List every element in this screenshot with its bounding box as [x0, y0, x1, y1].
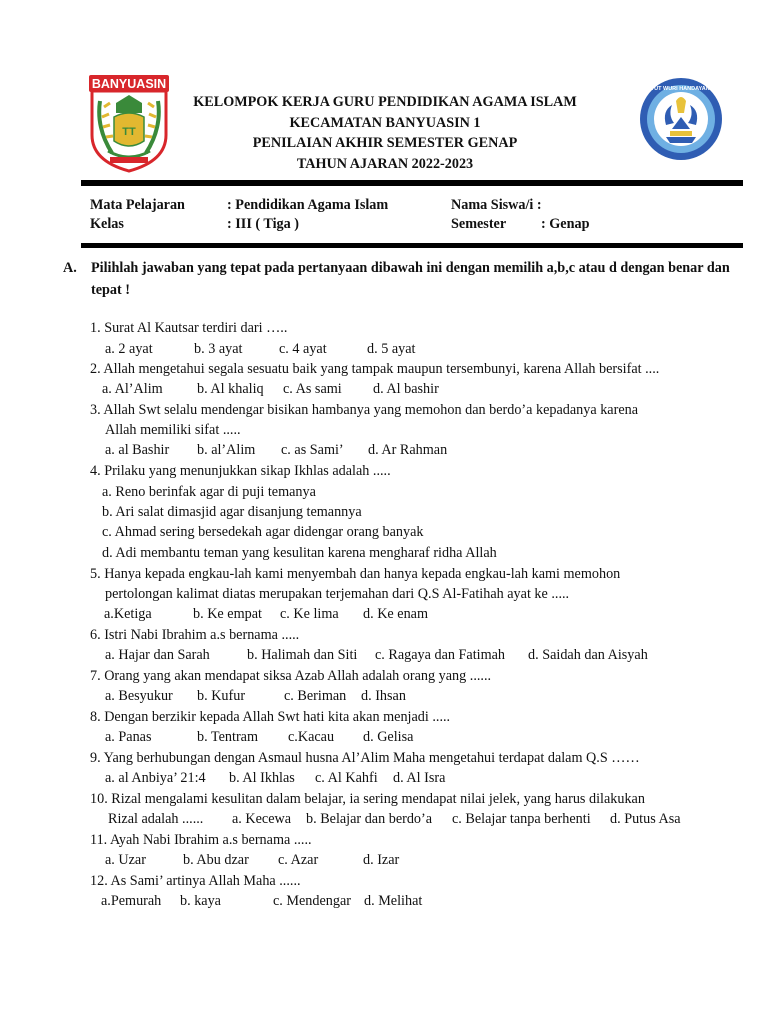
- option-a: a. Hajar dan Sarah: [105, 647, 210, 663]
- option-b: b. 3 ayat: [194, 341, 243, 357]
- header-divider-bottom: [81, 243, 743, 248]
- option-a: a.Ketiga: [104, 606, 152, 622]
- tut-wuri-handayani-logo: [638, 73, 724, 165]
- section-label: A.: [63, 260, 77, 276]
- option-c: c. As sami: [283, 381, 342, 397]
- option-d: d. Putus Asa: [610, 811, 681, 827]
- option-d: d. Al bashir: [373, 381, 439, 397]
- option-d: d. Gelisa: [363, 729, 414, 745]
- question-10: 10. Rizal mengalami kesulitan dalam belajar, ia sering mendapat nilai jelek, yang harus dilakukan: [90, 791, 645, 807]
- option-a: a. al Anbiya’ 21:4: [105, 770, 206, 786]
- option-a: a. Reno berinfak agar di puji temanya: [102, 484, 316, 500]
- semester-label: Semester: [451, 216, 507, 232]
- option-a: a. Al’Alim: [102, 381, 163, 397]
- option-b: b. Ke empat: [193, 606, 262, 622]
- letterhead-line-4: TAHUN AJARAN 2022-2023: [296, 155, 474, 172]
- option-a: a. Panas: [105, 729, 152, 745]
- option-a: a.Pemurah: [101, 893, 162, 909]
- option-d: d. Izar: [363, 852, 400, 868]
- option-d: d. Saidah dan Aisyah: [528, 647, 648, 663]
- option-b: b. Kufur: [197, 688, 246, 704]
- option-b: b. Halimah dan Siti: [247, 647, 358, 663]
- option-c: c. Azar: [278, 852, 319, 868]
- question-1: 1. Surat Al Kautsar terdiri dari …..: [90, 320, 288, 336]
- option-a: a. Besyukur: [105, 688, 173, 704]
- option-a: a. Kecewa: [232, 811, 292, 827]
- option-c: c. Ahmad sering bersedekah agar didengar orang banyak: [102, 524, 424, 540]
- question-8: 8. Dengan berzikir kepada Allah Swt hati kita akan menjadi .....: [90, 709, 451, 725]
- option-b: b. Al Ikhlas: [229, 770, 295, 786]
- option-d: d. Ke enam: [363, 606, 429, 622]
- option-c: c. Ragaya dan Fatimah: [375, 647, 506, 663]
- question-5-continued: pertolongan kalimat diatas merupakan terjemahan dari Q.S Al-Fatihah ayat ke .....: [105, 586, 570, 602]
- question-9: 9. Yang berhubungan dengan Asmaul husna Al’Alim Maha mengetahui terdapat dalam Q.S ……: [90, 750, 640, 766]
- option-c: c. 4 ayat: [279, 341, 327, 357]
- class-label: Kelas: [90, 216, 124, 232]
- option-c: c. Al Kahfi: [315, 770, 378, 786]
- option-b: b. Belajar dan berdo’a: [306, 811, 433, 827]
- option-b: b. Al khaliq: [197, 381, 264, 397]
- option-a: a. al Bashir: [105, 442, 170, 458]
- question-11: 11. Ayah Nabi Ibrahim a.s bernama .....: [90, 832, 312, 848]
- question-4: 4. Prilaku yang menunjukkan sikap Ikhlas adalah .....: [90, 463, 391, 479]
- student-name-label: Nama Siswa/i :: [451, 197, 542, 213]
- letterhead-line-3: PENILAIAN AKHIR SEMESTER GENAP: [252, 135, 518, 151]
- option-b: b. Ari salat dimasjid agar disanjung temannya: [102, 504, 362, 520]
- option-c: c. Ke lima: [280, 606, 339, 622]
- option-c: c. Mendengar: [273, 893, 351, 909]
- question-3-continued: Allah memiliki sifat .....: [105, 422, 241, 438]
- question-7: 7. Orang yang akan mendapat siksa Azab Allah adalah orang yang ......: [90, 668, 492, 684]
- option-c: c. Beriman: [284, 688, 347, 704]
- option-d: d. Adi membantu teman yang kesulitan karena mengharaf ridha Allah: [102, 545, 497, 561]
- option-c: c. as Sami’: [281, 442, 344, 458]
- tut-wuri-logo-text: TUT WURI HANDAYANI: [650, 86, 712, 92]
- header-divider-top: [81, 180, 743, 186]
- option-b: b. Abu dzar: [183, 852, 249, 868]
- subject-value: : Pendidikan Agama Islam: [227, 197, 389, 213]
- question-3: 3. Allah Swt selalu mendengar bisikan hambanya yang memohon dan berdo’a kepadanya karena: [90, 402, 639, 418]
- option-a: a. 2 ayat: [105, 341, 153, 357]
- question-5: 5. Hanya kepada engkau-lah kami menyembah dan hanya kepada engkau-lah kami memohon: [90, 566, 621, 582]
- class-value: : III ( Tiga ): [227, 216, 300, 232]
- subject-label: Mata Pelajaran: [90, 197, 185, 213]
- option-b: b. kaya: [180, 893, 221, 909]
- letterhead-line-1: KELOMPOK KERJA GURU PENDIDIKAN AGAMA ISLAM: [193, 94, 577, 110]
- svg-text:TT: TT: [122, 126, 136, 138]
- letterhead-line-2: KECAMATAN BANYUASIN 1: [289, 114, 481, 131]
- option-d: d. 5 ayat: [367, 341, 416, 357]
- option-c: c. Belajar tanpa berhenti: [452, 811, 591, 827]
- letterhead: [160, 92, 610, 174]
- question-10-continued: Rizal adalah ......: [108, 811, 204, 827]
- option-d: d. Ar Rahman: [368, 442, 448, 458]
- instruction-text: Pilihlah jawaban yang tepat pada pertanyaan dibawah ini dengan memilih a,b,c atau d dengan benar dan tepat !: [91, 260, 730, 298]
- banyuasin-logo-text: BANYUASIN: [91, 77, 167, 91]
- option-d: d. Melihat: [364, 893, 423, 909]
- option-a: a. Uzar: [105, 852, 146, 868]
- option-d: d. Ihsan: [361, 688, 406, 704]
- semester-value: : Genap: [541, 216, 590, 232]
- option-b: b. al’Alim: [197, 442, 256, 458]
- question-12: 12. As Sami’ artinya Allah Maha ......: [90, 873, 301, 889]
- option-d: d. Al Isra: [393, 770, 446, 786]
- question-6: 6. Istri Nabi Ibrahim a.s bernama .....: [90, 627, 300, 643]
- question-2: 2. Allah mengetahui segala sesuatu baik yang tampak maupun tersembunyi, karena Allah bersifat ....: [90, 361, 660, 377]
- option-b: b. Tentram: [197, 729, 258, 745]
- option-c: c.Kacau: [288, 729, 335, 745]
